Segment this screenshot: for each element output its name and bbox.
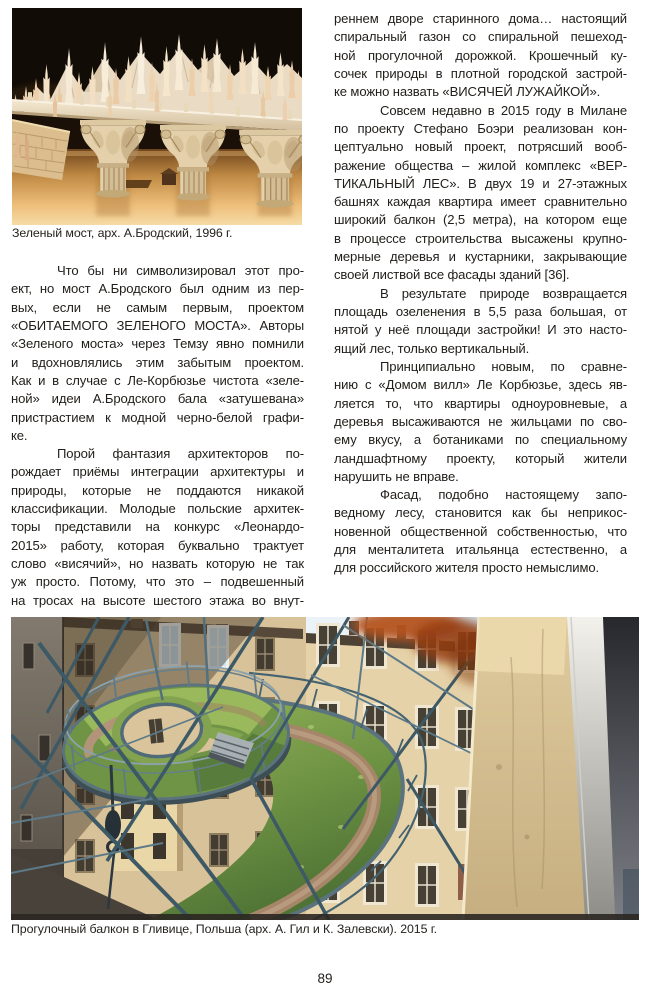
text-line: Что бы ни символизировал этот про-: [57, 263, 304, 278]
corinthian-columns: [80, 120, 302, 208]
text-line: торы представили на конкурс «Леонардо-: [11, 519, 304, 535]
text-line: ке можно назвать «ВИСЯЧЕЙ ЛУЖАЙКОЙ».: [334, 84, 601, 100]
text-line: уж просто. Потому, что это – подвешенный: [11, 574, 304, 590]
text-line: «ОБИТАЕМОГО ЗЕЛЕНОГО МОСТА». Авторы: [11, 317, 304, 333]
text-line: ящий лес, только вертикальный.: [334, 340, 530, 356]
text-line: классификации. Молодые польские архитек-: [11, 501, 304, 517]
text-line: своей листвой все фасады зданий [36].: [334, 267, 570, 283]
text-line: для менталитета итальянца естественно, а: [334, 542, 627, 558]
text-line: вых, если не самым первым, проектом: [11, 299, 304, 315]
text-line: ему вкусу, а ботаниками по специальному: [334, 432, 627, 448]
text-line: ражение общества – жилой комплекс «ВЕР-: [334, 157, 627, 173]
text-line: ведному лесу, становится как бы неприкос-: [334, 505, 627, 521]
text-line: слово «висячий», но назвать которую не так: [11, 556, 304, 571]
green-bridge-illustration: [12, 8, 302, 225]
text-line: Фасад, подобно настоящему запо-: [380, 487, 627, 503]
text-line: ект, но мост А.Бродского был одним из пер-: [11, 281, 304, 297]
text-line: сочек природы в плотной городской застрой-: [334, 65, 627, 81]
window-jamb: [463, 617, 585, 920]
text-line: природы, которые не поддаются никакой: [11, 482, 304, 498]
text-line: Принципиально новым, по сравне-: [380, 358, 627, 374]
text-line: по проекту Стефано Боэри реализован кон-: [334, 120, 627, 136]
left-text-column: [11, 262, 304, 610]
text-line: ной» идеи А.Бродского бала «затушевана»: [11, 391, 304, 407]
text-line: площадь озеленения в 5,5 раза большая, от: [334, 304, 627, 319]
page-number: 89: [317, 971, 333, 986]
text-line: Совсем недавно в 2015 году в Милане: [380, 102, 627, 118]
text-line: пристрастием к модной черно-белой графи-: [11, 409, 304, 425]
figure-caption-top: Зеленый мост, арх. А.Бродский, 1996 г.: [12, 226, 233, 240]
text-line: на тросах на высоте шестого этажа во внут-: [11, 592, 304, 608]
text-line: реннем дворе старинного дома… настоящий: [334, 11, 627, 26]
text-line: спиральный газон со спиральной пешеход-: [334, 29, 627, 45]
text-line: рождает приёмы интеграции архитектуры и: [11, 464, 304, 480]
text-line: в процессе строительства высажены крупно-: [334, 230, 627, 246]
text-line: деревья высаживаются не жильцами по сво-: [334, 413, 627, 429]
spiral-walkway-photo: [11, 617, 639, 920]
spiral-walkway-illustration: [11, 617, 639, 920]
text-line: и вдохновлялись этим забытым проектом.: [11, 354, 304, 370]
text-line: ландшафтному проекту, который жители: [334, 450, 627, 466]
text-line: мерные деревья и кустарники, закрывающие: [334, 249, 627, 265]
text-line: башнях каждая квартира имеет сравнительно: [334, 194, 627, 210]
text-line: В результате природе возвращается: [380, 285, 627, 301]
figure-caption-bottom: Прогулочный балкон в Гливице, Польша (арх. А. Гил и К. Залевски). 2015 г.: [11, 922, 437, 936]
text-line: ТИКАЛЬНЫЙ ЛЕС». В двух 19 и 27-этажных: [334, 175, 627, 191]
text-line: ной прогулочной дорожкой. Крошечный ку-: [334, 47, 627, 63]
text-line: «Зеленого моста» через Темзу явно помнили: [11, 336, 304, 352]
text-line: ке.: [11, 427, 28, 443]
text-line: ляется то, что квартиры одноуровневые, а: [334, 395, 627, 411]
text-line: Как и в случае с Ле-Корбюзье чистота «зеле-: [11, 372, 304, 388]
text-line: широкий балкон (2,5 метра), на котором еще: [334, 212, 627, 228]
text-line: нятой у неё площади застройки! И это насто-: [334, 322, 627, 338]
text-line: Порой фантазия архитекторов по-: [57, 446, 304, 462]
text-line: цептуально новый проект, потрясший вооб-: [334, 139, 627, 155]
green-bridge-photo: [12, 8, 302, 225]
right-text-column: [334, 10, 627, 578]
text-line: нарушить не вправе.: [334, 468, 459, 484]
text-line: новенной общественной собственностью, что: [334, 523, 627, 539]
text-line: 2015» работу, которая буквально трактует: [11, 537, 304, 553]
text-line: для российского жителя просто немыслимо.: [334, 560, 600, 576]
text-line: нию с «Домом вилл» Ле Корбюзье, здесь яв-: [334, 377, 627, 393]
